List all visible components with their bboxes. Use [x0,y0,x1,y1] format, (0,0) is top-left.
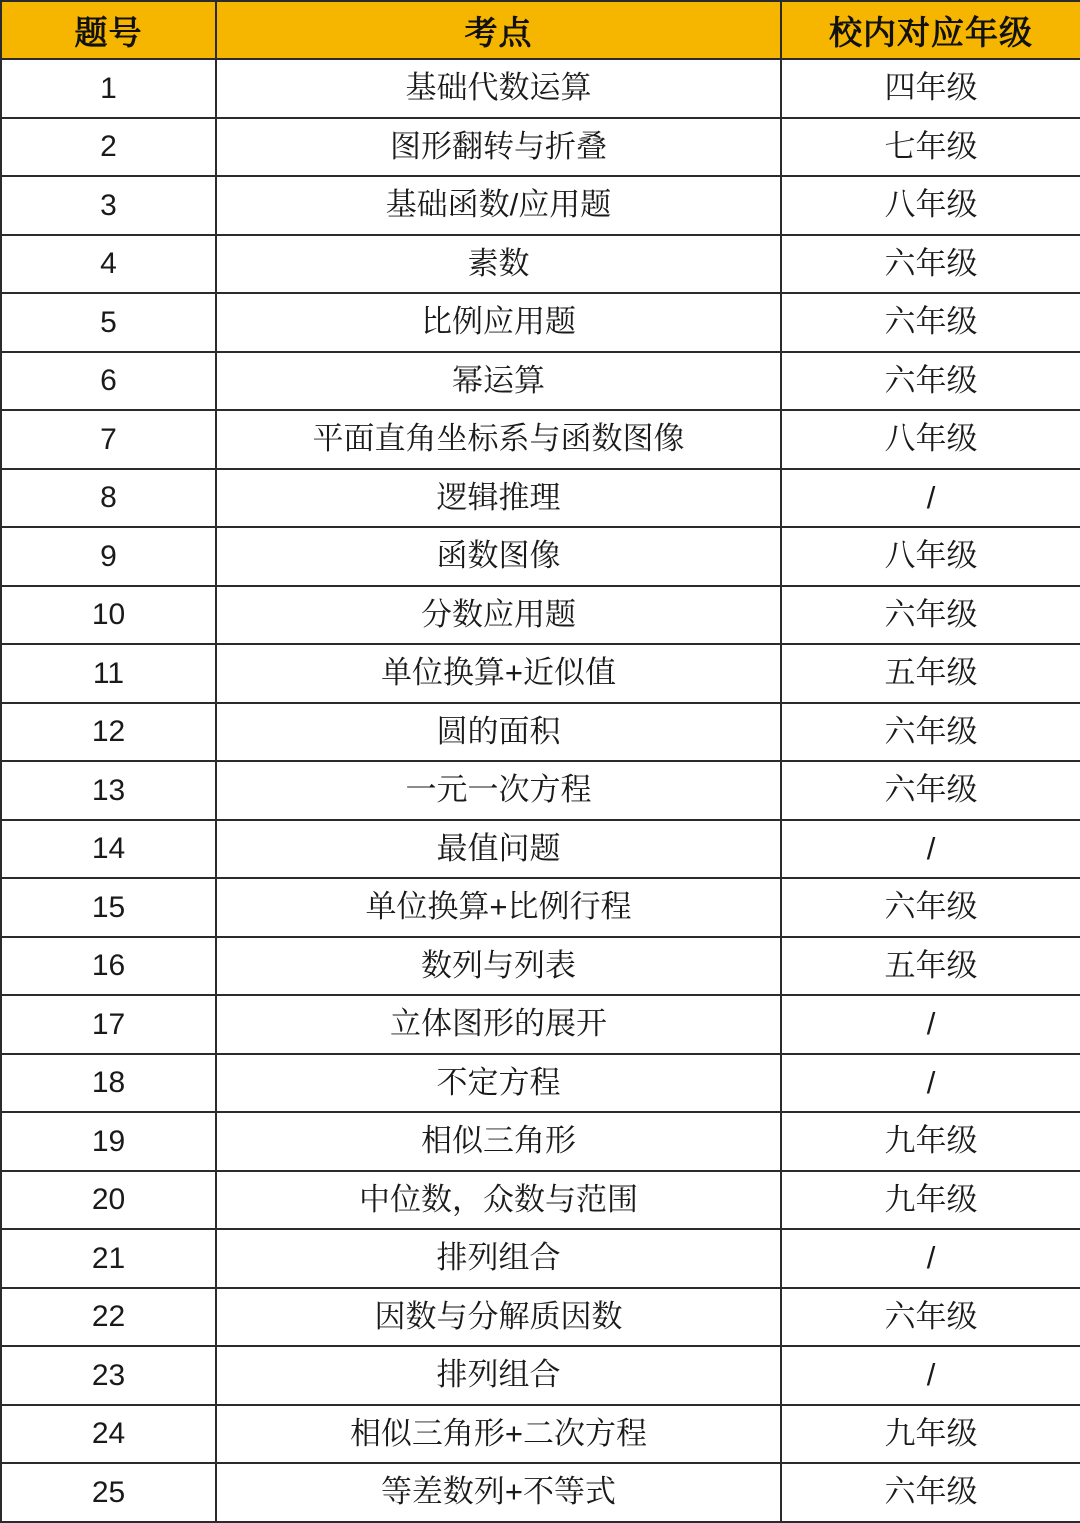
cell-topic: 因数与分解质因数 [216,1288,781,1347]
cell-question-number: 4 [1,235,216,294]
cell-question-number: 22 [1,1288,216,1347]
table-row [1,1463,1080,1522]
cell-school-grade: / [781,820,1080,879]
cell-question-number: 14 [1,820,216,879]
cell-school-grade: 九年级 [781,1171,1080,1230]
table-row [1,469,1080,528]
table-row [1,1229,1080,1288]
cell-question-number: 9 [1,527,216,586]
cell-question-number: 17 [1,995,216,1054]
cell-school-grade: 六年级 [781,235,1080,294]
table-row [1,293,1080,352]
cell-school-grade: 八年级 [781,176,1080,235]
cell-question-number: 2 [1,118,216,177]
cell-topic: 素数 [216,235,781,294]
table-row [1,118,1080,177]
cell-school-grade: 六年级 [781,1463,1080,1522]
cell-topic: 最值问题 [216,820,781,879]
cell-school-grade: 六年级 [781,703,1080,762]
cell-topic: 逻辑推理 [216,469,781,528]
cell-topic: 不定方程 [216,1054,781,1113]
table-row [1,235,1080,294]
cell-question-number: 21 [1,1229,216,1288]
cell-question-number: 23 [1,1346,216,1405]
cell-question-number: 19 [1,1112,216,1171]
table-row [1,176,1080,235]
cell-topic: 平面直角坐标系与函数图像 [216,410,781,469]
table-row [1,586,1080,645]
cell-school-grade: 六年级 [781,586,1080,645]
cell-topic: 单位换算+比例行程 [216,878,781,937]
table-row [1,878,1080,937]
cell-topic: 数列与列表 [216,937,781,996]
table-row [1,352,1080,411]
cell-topic: 分数应用题 [216,586,781,645]
cell-question-number: 10 [1,586,216,645]
cell-topic: 等差数列+不等式 [216,1463,781,1522]
column-header-topic: 考点 [216,1,781,59]
cell-school-grade: / [781,469,1080,528]
cell-topic: 基础代数运算 [216,59,781,118]
table-row [1,820,1080,879]
cell-topic: 图形翻转与折叠 [216,118,781,177]
cell-question-number: 11 [1,644,216,703]
table-row [1,937,1080,996]
cell-school-grade: 六年级 [781,352,1080,411]
cell-question-number: 5 [1,293,216,352]
cell-question-number: 16 [1,937,216,996]
table-row [1,1346,1080,1405]
column-header-school-grade: 校内对应年级 [781,1,1080,59]
table-row [1,1405,1080,1464]
cell-school-grade: / [781,995,1080,1054]
cell-school-grade: 五年级 [781,937,1080,996]
cell-topic: 排列组合 [216,1229,781,1288]
table-row [1,644,1080,703]
cell-school-grade: 六年级 [781,1288,1080,1347]
table-row [1,1288,1080,1347]
cell-school-grade: 四年级 [781,59,1080,118]
cell-school-grade: 九年级 [781,1112,1080,1171]
cell-question-number: 7 [1,410,216,469]
table-row [1,59,1080,118]
cell-school-grade: 七年级 [781,118,1080,177]
cell-question-number: 12 [1,703,216,762]
cell-question-number: 24 [1,1405,216,1464]
cell-topic: 单位换算+近似值 [216,644,781,703]
cell-school-grade: 八年级 [781,527,1080,586]
table-header [1,1,1080,59]
cell-school-grade: 六年级 [781,878,1080,937]
cell-school-grade: / [781,1229,1080,1288]
cell-topic: 相似三角形+二次方程 [216,1405,781,1464]
cell-topic: 相似三角形 [216,1112,781,1171]
cell-topic: 排列组合 [216,1346,781,1405]
table-row [1,1112,1080,1171]
table-row [1,995,1080,1054]
cell-school-grade: / [781,1054,1080,1113]
cell-topic: 函数图像 [216,527,781,586]
cell-school-grade: 五年级 [781,644,1080,703]
table-row [1,703,1080,762]
cell-question-number: 15 [1,878,216,937]
cell-topic: 基础函数/应用题 [216,176,781,235]
cell-question-number: 6 [1,352,216,411]
cell-topic: 中位数，众数与范围 [216,1171,781,1230]
cell-question-number: 1 [1,59,216,118]
cell-question-number: 3 [1,176,216,235]
cell-school-grade: 六年级 [781,293,1080,352]
cell-topic: 圆的面积 [216,703,781,762]
cell-question-number: 18 [1,1054,216,1113]
table-body [1,59,1080,1522]
column-header-question-number: 题号 [1,1,216,59]
cell-school-grade: / [781,1346,1080,1405]
cell-topic: 立体图形的展开 [216,995,781,1054]
table-row [1,527,1080,586]
cell-school-grade: 八年级 [781,410,1080,469]
cell-question-number: 25 [1,1463,216,1522]
cell-topic: 幂运算 [216,352,781,411]
table-row [1,761,1080,820]
cell-question-number: 8 [1,469,216,528]
cell-topic: 比例应用题 [216,293,781,352]
table-row [1,1171,1080,1230]
table-row [1,1054,1080,1113]
cell-question-number: 13 [1,761,216,820]
cell-school-grade: 九年级 [781,1405,1080,1464]
table-header-row [1,1,1080,59]
table-row [1,410,1080,469]
cell-topic: 一元一次方程 [216,761,781,820]
cell-school-grade: 六年级 [781,761,1080,820]
cell-question-number: 20 [1,1171,216,1230]
